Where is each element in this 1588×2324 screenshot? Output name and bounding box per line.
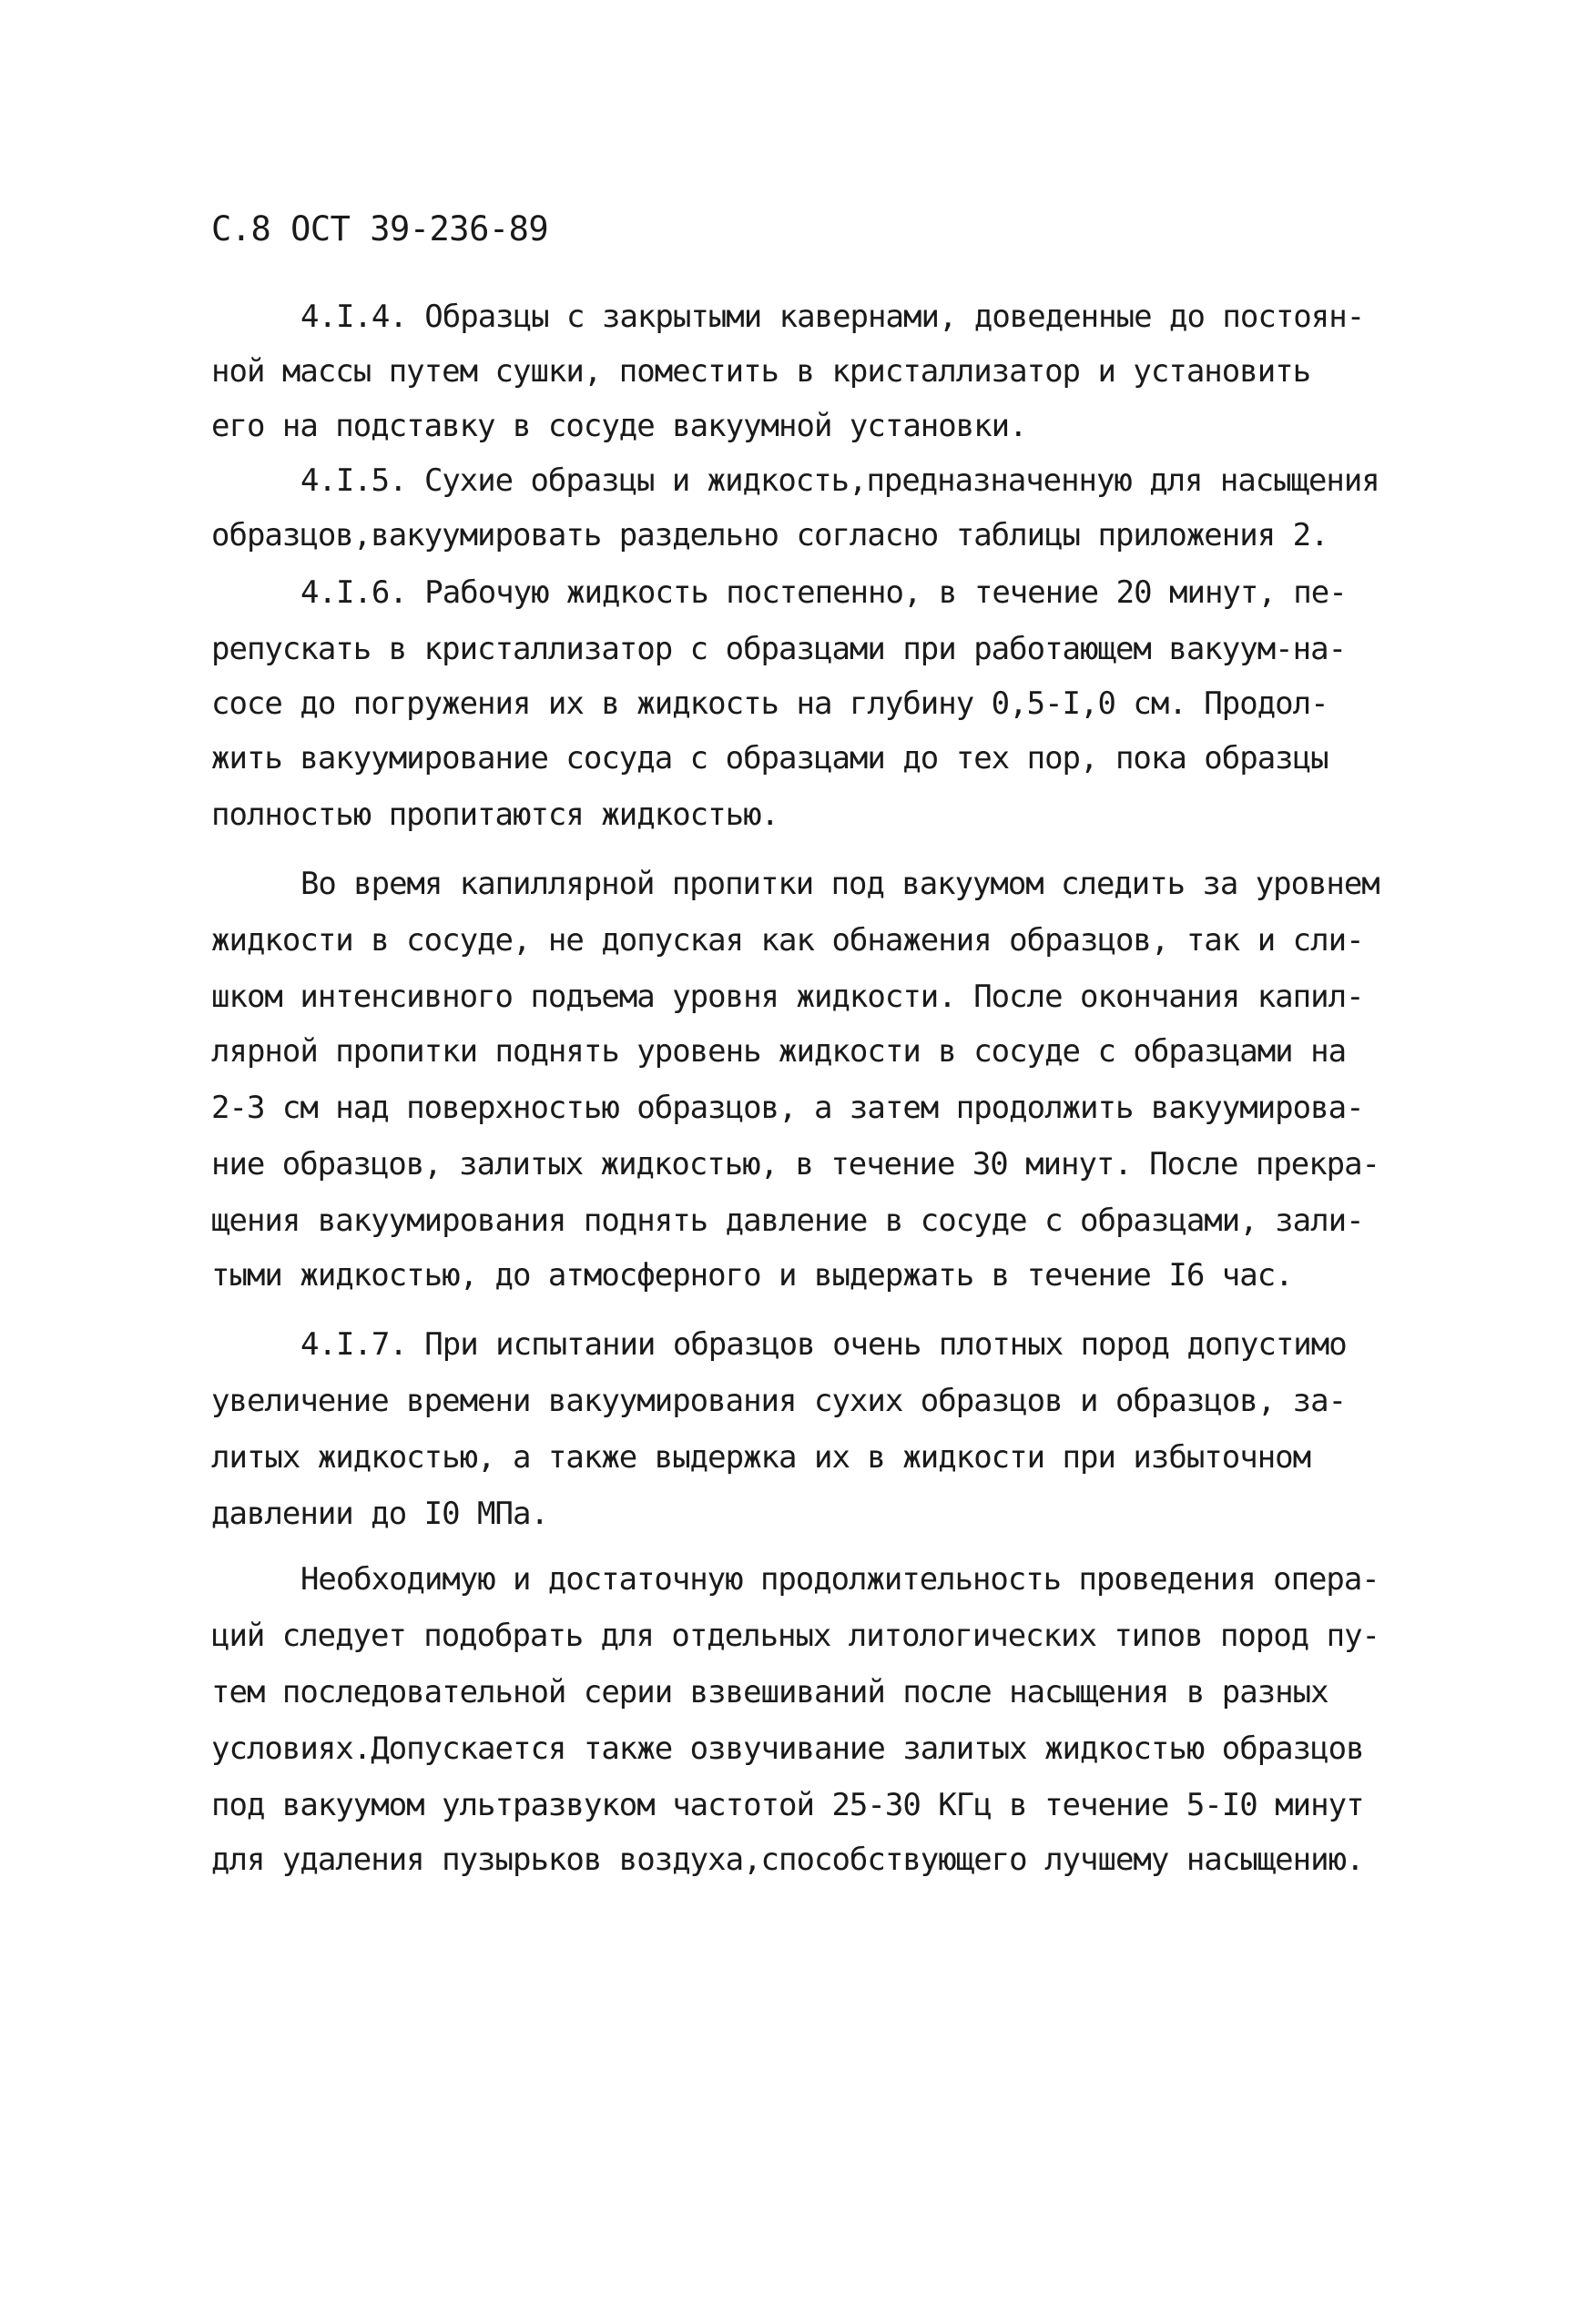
text-line: литых жидкостью, а также выдержка их в жидкости при избыточном — [211, 1439, 1311, 1476]
text-line: образцов,вакуумировать раздельно согласно таблицы приложения 2. — [211, 517, 1328, 553]
text-line: лярной пропитки поднять уровень жидкости в сосуде с образцами на — [211, 1033, 1347, 1070]
text-line: жидкости в сосуде, не допуская как обнажения образцов, так и сли- — [211, 922, 1364, 959]
text-line: щения вакуумирования поднять давление в сосуде с образцами, зали- — [211, 1203, 1364, 1239]
text-line: полностью пропитаются жидкостью. — [211, 797, 779, 833]
text-line: репускать в кристаллизатор с образцами при работающем вакуум-на- — [211, 631, 1347, 667]
text-line: увеличение времени вакуумирования сухих образцов и образцов, за- — [211, 1383, 1347, 1419]
text-line: ций следует подобрать для отдельных литологических типов пород пу- — [211, 1618, 1379, 1654]
page-header: С.8 ОСТ 39-236-89 — [211, 209, 549, 249]
text-line: тыми жидкостью, до атмосферного и выдержать в течение I6 час. — [211, 1257, 1293, 1294]
text-line: 4.I.7. При испытании образцов очень плотных пород допустимо — [300, 1326, 1347, 1363]
text-line: Во время капиллярной пропитки под вакуумом следить за уровнем — [300, 866, 1379, 902]
text-line: под вакуумом ультразвуком частотой 25-30 КГц в течение 5-I0 минут — [211, 1787, 1364, 1823]
text-line: 4.I.5. Сухие образцы и жидкость,предназначенную для насыщения — [300, 462, 1379, 499]
text-line: жить вакуумирование сосуда с образцами до тех пор, пока образцы — [211, 740, 1328, 776]
text-line: условиях.Допускается также озвучивание залитых жидкостью образцов — [211, 1730, 1364, 1767]
text-line: 4.I.4. Образцы с закрытыми кавернами, доведенные до постоян- — [300, 299, 1365, 335]
text-line: 2-3 см над поверхностью образцов, а затем продолжить вакуумирова- — [211, 1090, 1364, 1126]
text-line: давлении до I0 МПа. — [211, 1496, 548, 1532]
text-line: сосе до погружения их в жидкость на глубину 0,5-I,0 см. Продол- — [211, 685, 1328, 722]
text-line: Необходимую и достаточную продолжительность проведения опера- — [300, 1561, 1379, 1598]
text-line: тем последовательной серии взвешиваний после насыщения в разных — [211, 1674, 1328, 1710]
text-line: ние образцов, залитых жидкостью, в течение 30 минут. После прекра- — [211, 1146, 1379, 1182]
text-line: шком интенсивного подъема уровня жидкости. После окончания капил- — [211, 979, 1364, 1015]
text-line: его на подставку в сосуде вакуумной установки. — [211, 408, 1027, 444]
text-line: для удаления пузырьков воздуха,способствующего лучшему насыщению. — [211, 1842, 1364, 1878]
text-line: 4.I.6. Рабочую жидкость постепенно, в течение 20 минут, пе- — [300, 574, 1347, 611]
text-line: ной массы путем сушки, поместить в кристаллизатор и установить — [211, 353, 1311, 390]
